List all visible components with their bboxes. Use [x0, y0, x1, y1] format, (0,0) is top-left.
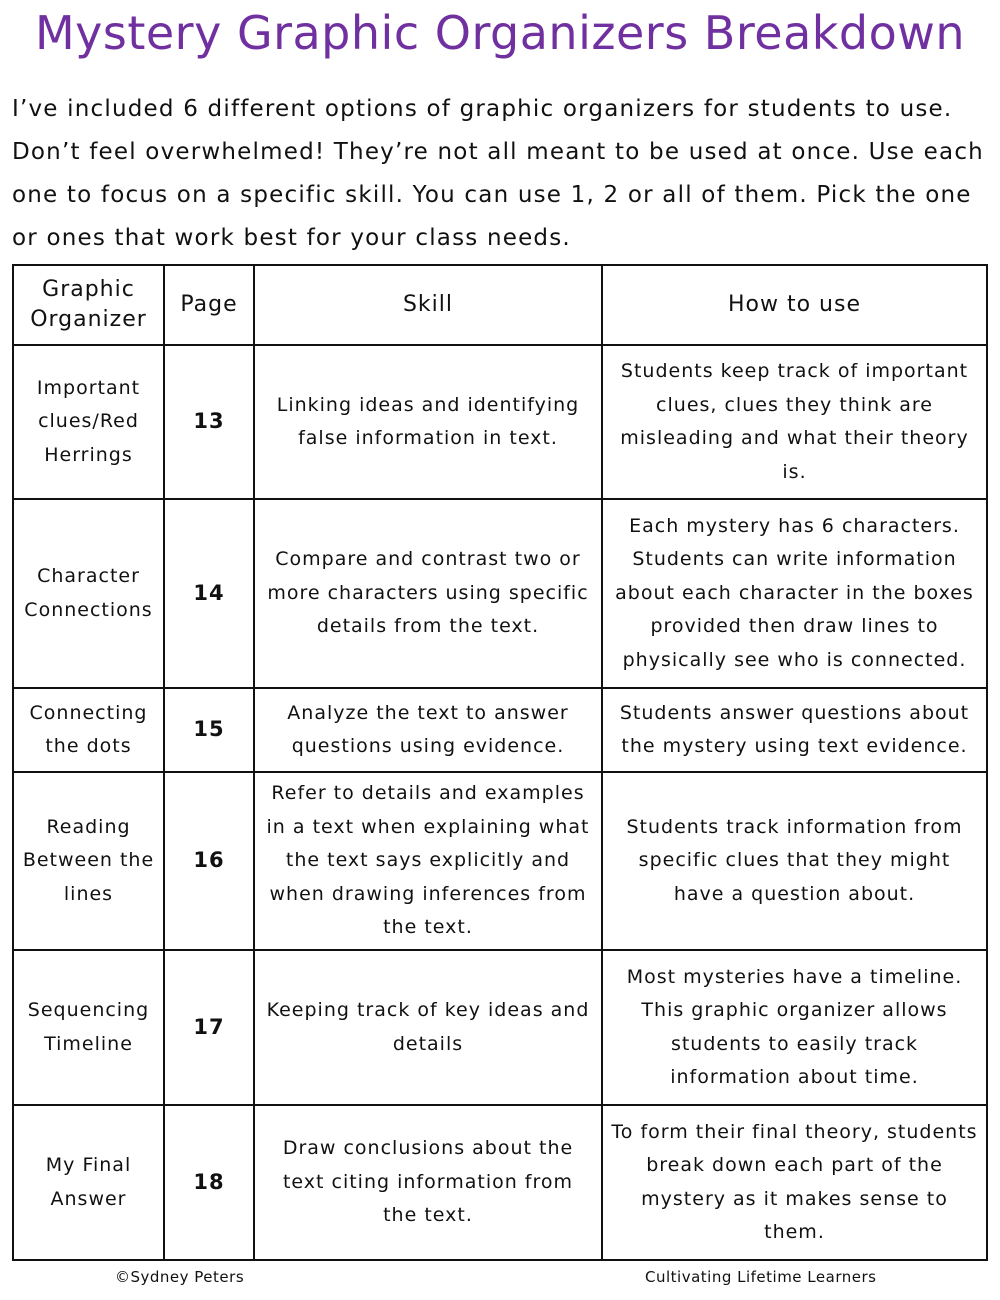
organizer-cell: Important clues/Red Herrings [13, 345, 164, 499]
how-to-use-cell: Each mystery has 6 characters. Students can write information about each character in the boxes provided then draw lines to physically see who is connected. [602, 499, 987, 688]
skill-cell: Keeping track of key ideas and details [254, 950, 602, 1105]
table-row [13, 688, 987, 772]
header-page: Page [164, 265, 254, 345]
how-to-use-cell: Students keep track of important clues, clues they think are misleading and what their theory is. [602, 345, 987, 499]
how-to-use-cell: Students answer questions about the mystery using text evidence. [602, 688, 987, 772]
copyright-footer: ©Sydney Peters [115, 1268, 245, 1286]
page-cell: 15 [164, 688, 254, 772]
skill-cell: Compare and contrast two or more characters using specific details from the text. [254, 499, 602, 688]
organizer-cell: Character Connections [13, 499, 164, 688]
organizer-table [12, 264, 988, 1261]
brand-footer: Cultivating Lifetime Learners [645, 1268, 877, 1286]
page-cell: 14 [164, 499, 254, 688]
table-header-row [13, 265, 987, 345]
header-how-to-use: How to use [602, 265, 987, 345]
intro-paragraph: I’ve included 6 different options of graphic organizers for students to use. Don’t feel overwhelmed! They’re not all meant to be used at once. Use each one to focus on a specific skill. You can use 1, 2 or all of them. Pick the one or ones that work best for your class needs. [12, 96, 984, 251]
page-title: Mystery Graphic Organizers Breakdown [34, 6, 966, 60]
skill-cell: Linking ideas and identifying false information in text. [254, 345, 602, 499]
organizer-cell: Connecting the dots [13, 688, 164, 772]
table-row [13, 499, 987, 688]
page-cell: 17 [164, 950, 254, 1105]
table-row [13, 772, 987, 950]
table-row [13, 1105, 987, 1260]
table-row [13, 950, 987, 1105]
header-skill: Skill [254, 265, 602, 345]
how-to-use-cell: Students track information from specific clues that they might have a question about. [602, 772, 987, 950]
table-row [13, 345, 987, 499]
skill-cell: Draw conclusions about the text citing information from the text. [254, 1105, 602, 1260]
header-graphic-organizer: Graphic Organizer [13, 265, 164, 345]
how-to-use-cell: To form their final theory, students break down each part of the mystery as it makes sense to them. [602, 1105, 987, 1260]
page-cell: 18 [164, 1105, 254, 1260]
page-cell: 13 [164, 345, 254, 499]
organizer-cell: Reading Between the lines [13, 772, 164, 950]
skill-cell: Analyze the text to answer questions using evidence. [254, 688, 602, 772]
skill-cell: Refer to details and examples in a text when explaining what the text says explicitly and when drawing inferences from the text. [254, 772, 602, 950]
page-cell: 16 [164, 772, 254, 950]
how-to-use-cell: Most mysteries have a timeline. This graphic organizer allows students to easily track information about time. [602, 950, 987, 1105]
organizer-cell: Sequencing Timeline [13, 950, 164, 1105]
organizer-cell: My Final Answer [13, 1105, 164, 1260]
